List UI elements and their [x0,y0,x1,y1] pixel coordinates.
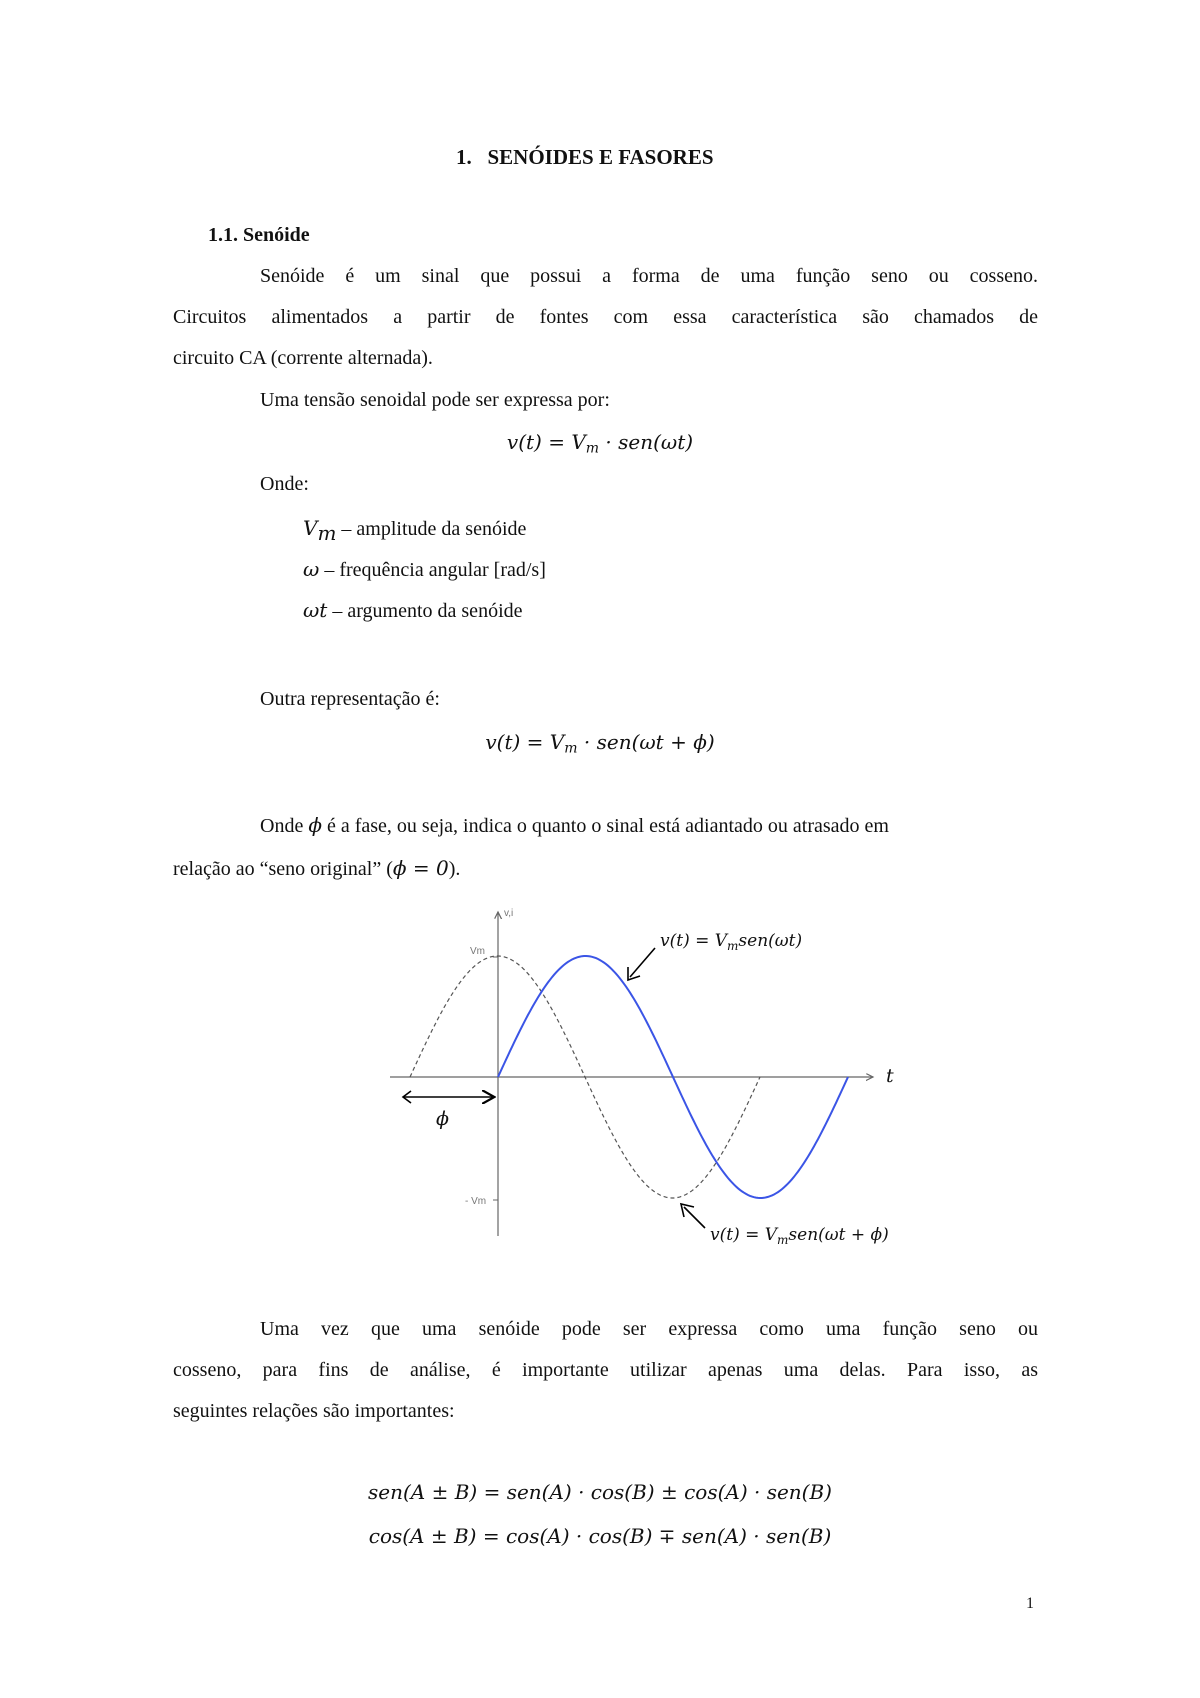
chapter-number: 1. [456,145,472,169]
equation-sinusoid-phase: $v(t) = V_m \cdot sen(\omega t + \phi)$ [485,730,715,757]
expression-intro: Uma tensão senoidal pode ser expressa por: [260,389,610,411]
definition-argument: ωt – argumento da senóide [303,598,523,622]
shifted-pointer-arrow [684,1207,705,1228]
other-representation: Outra representação é: [260,688,440,710]
definition-angular-frequency: ω – frequência angular [rad/s] [303,557,546,581]
paragraph-line: Circuitos alimentados a partir de fontes com essa característica são chamados de [173,306,1038,328]
onde-label: Onde: [260,473,309,495]
paragraph-line: cosseno, para fins de análise, é importante utilizar apenas uma delas. Para isso, as [173,1359,1038,1381]
phase-line-2: relação ao “seno original” (ϕ = 0). [173,856,461,880]
identity-sine-sum: sen(A ± B) = sen(A) · cos(B) ± cos(A) · sen(B) [368,1480,832,1504]
section-number: 1.1. [208,224,238,246]
definition-amplitude: $V_m$ – amplitude da senóide [303,516,527,545]
phase-line-1: Onde ϕ é a fase, ou seja, indica o quanto o sinal está adiantado ou atrasado em [260,813,889,837]
identity-cosine-sum: cos(A ± B) = cos(A) · cos(B) ∓ sen(A) · sen(B) [368,1524,832,1548]
paragraph-line: Senóide é um sinal que possui a forma de uma função seno ou cosseno. [260,265,1038,287]
chapter-title: SENÓIDES E FASORES [487,145,714,169]
neg-vm-label: - Vm [465,1196,487,1207]
phase-label: ϕ [436,1108,449,1130]
paragraph-line: circuito CA (corrente alternada). [173,347,433,369]
sine-pointer-arrow [630,948,655,977]
page-number: 1 [1026,1595,1034,1612]
vm-label: Vm [470,946,485,957]
t-axis-label: t [886,1065,894,1087]
sine-curve-label: $v(t) = V_msen(\omega t)$ [660,931,803,953]
section-title: Senóide [243,224,310,246]
paragraph-line: Uma vez que uma senóide pode ser expressa como uma função seno ou [260,1318,1038,1340]
shifted-curve-label: $v(t) = V_msen(\omega t + \phi)$ [710,1225,889,1247]
y-axis-label: v,i [504,908,514,919]
equation-sinusoid: $v(t) = V_m \cdot sen(\omega t)$ [506,430,694,457]
paragraph-line: seguintes relações são importantes: [173,1400,455,1422]
